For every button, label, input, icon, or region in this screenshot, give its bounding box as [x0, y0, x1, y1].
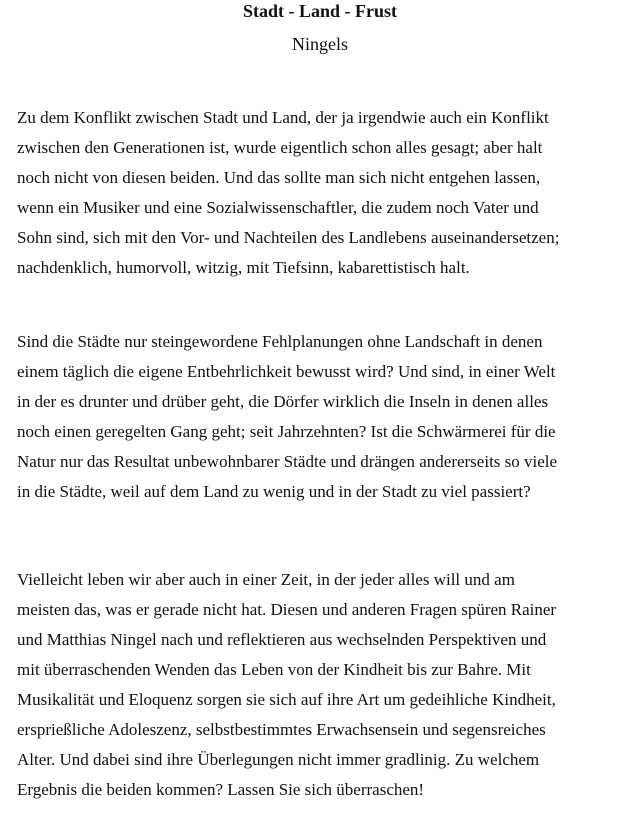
text-line: Vielleicht leben wir aber auch in einer Zeit, in der jeder alles will und am [17, 570, 515, 589]
text-line: ersprießliche Adoleszenz, selbstbestimmtes Erwachsensein und segensreiches [17, 720, 546, 739]
paragraph-2 [17, 327, 637, 507]
text-line: wenn ein Musiker und eine Sozialwissenschaftler, die zudem noch Vater und [17, 198, 539, 217]
text-line: nachdenklich, humorvoll, witzig, mit Tiefsinn, kabarettistisch halt. [17, 258, 470, 277]
text-line: Alter. Und dabei sind ihre Überlegungen nicht immer gradlinig. Zu welchem [17, 750, 540, 769]
document-author: Ningels [292, 34, 348, 54]
text-line: in der es drunter und drüber geht, die Dörfer wirklich die Inseln in denen alles [17, 392, 549, 411]
paragraph-1 [17, 103, 637, 283]
text-line: Sind die Städte nur steingewordene Fehlplanungen ohne Landschaft in denen [17, 332, 543, 351]
text-line: Ergebnis die beiden kommen? Lassen Sie sich überraschen! [17, 780, 425, 799]
paragraph-3 [17, 565, 637, 805]
text-line: einem täglich die eigene Entbehrlichkeit bewusst wird? Und sind, in einer Welt [17, 362, 556, 381]
text-line: zwischen den Generationen ist, wurde eigentlich schon alles gesagt; aber halt [17, 138, 543, 157]
text-line: Sohn sind, sich mit den Vor- und Nachteilen des Landlebens auseinandersetzen; [17, 228, 560, 247]
text-line: meisten das, was er gerade nicht hat. Diesen und anderen Fragen spüren Rainer [17, 600, 557, 619]
text-line: in die Städte, weil auf dem Land zu wenig und in der Stadt zu viel passiert? [17, 482, 531, 501]
text-line: Zu dem Konflikt zwischen Stadt und Land, der ja irgendwie auch ein Konflikt [17, 108, 549, 127]
text-line: mit überraschenden Wenden das Leben von der Kindheit bis zur Bahre. Mit [17, 660, 531, 679]
text-line: und Matthias Ningel nach und reflektieren aus wechselnden Perspektiven und [17, 630, 547, 649]
text-line: noch einen geregelten Gang geht; seit Jahrzehnten? Ist die Schwärmerei für die [17, 422, 556, 441]
document-title: Stadt - Land - Frust [242, 1, 398, 21]
text-line: Natur nur das Resultat unbewohnbarer Städte und drängen andererseits so viele [17, 452, 558, 471]
text-line: noch nicht von diesen beiden. Und das sollte man sich nicht entgehen lassen, [17, 168, 541, 187]
text-line: Musikalität und Eloquenz sorgen sie sich auf ihre Art um gedeihliche Kindheit, [17, 690, 556, 709]
